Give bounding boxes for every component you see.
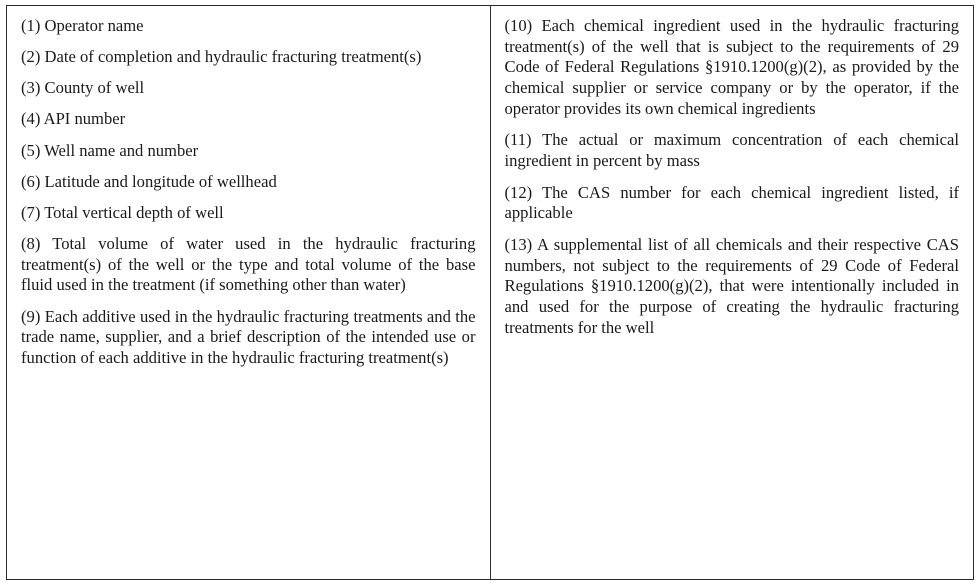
table-column-right <box>491 6 974 579</box>
list-item: (9) Each additive used in the hydraulic fracturing treatments and the trade name, supplier, and a brief description of the intended use or function of each additive in the hydraulic fracturing treatment(s) <box>21 306 476 367</box>
list-item: (1) Operator name <box>21 16 144 35</box>
requirements-table <box>6 5 974 580</box>
list-item: (5) Well name and number <box>21 140 199 160</box>
list-item: (6) Latitude and longitude of wellhead <box>21 171 277 191</box>
list-item: (7) Total vertical depth of well <box>21 202 224 222</box>
list-item: (3) County of well <box>21 78 145 98</box>
list-item: (12) The CAS number for each chemical ingredient listed, if applicable <box>504 182 959 223</box>
list-item: (11) The actual or maximum concentration of each chemical ingredient in percent by mass <box>504 130 959 170</box>
list-item: (4) API number <box>21 109 126 129</box>
table-column-left <box>7 6 491 579</box>
list-item: (8) Total volume of water used in the hydraulic fracturing treatment(s) of the well or the type and total volume of the base fluid used in the treatment (if something other than water) <box>21 234 476 295</box>
list-item: (2) Date of completion and hydraulic fracturing treatment(s) <box>21 47 422 67</box>
list-item: (10) Each chemical ingredient used in the hydraulic fracturing treatment(s) of the well that is subject to the requirements of 29 Code of Federal Regulations §1910.1200(g)(2), as provided by the chemical supplier or service company or by the operator, if the operator provides its own chemical ingredients <box>504 16 959 118</box>
list-item: (13) A supplemental list of all chemicals and their respective CAS numbers, not subject to the requirements of 29 Code of Federal Regulations §1910.1200(g)(2), that were intentionally included in and used for the purpose of creating the hydraulic fracturing treatments for the well <box>504 234 959 337</box>
